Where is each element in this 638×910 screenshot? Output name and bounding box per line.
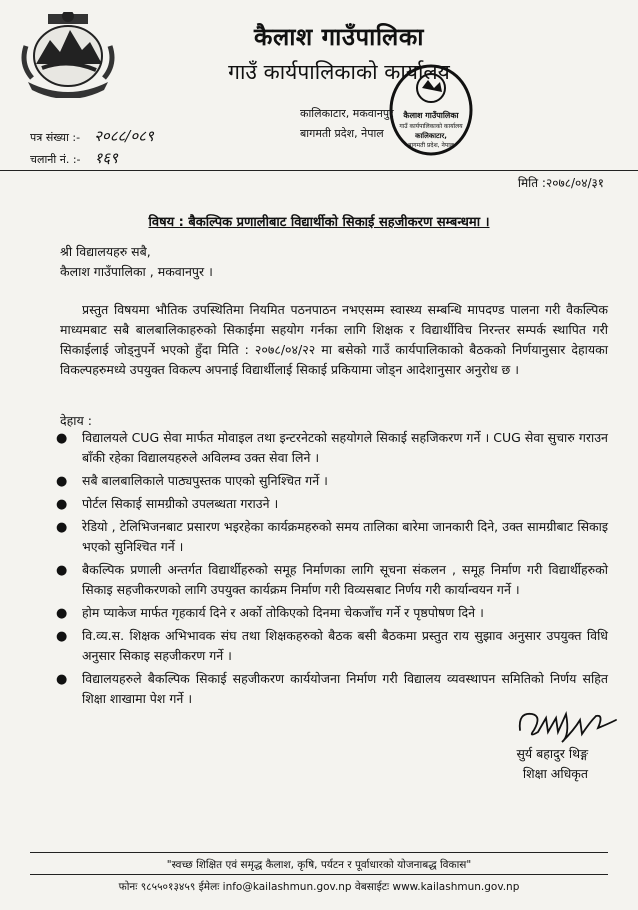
reference-label: पत्र संख्या :-: [30, 131, 81, 144]
list-item: [52, 626, 608, 666]
bullet-icon: ●: [56, 520, 68, 535]
office-address: [300, 104, 394, 144]
stamp-text: कैलाश गाउँपालिका: [403, 111, 459, 120]
dispatch-number: [30, 148, 118, 168]
bullet-icon: ●: [56, 563, 68, 578]
handwritten-signature: [512, 700, 622, 746]
letter-body: प्रस्तुत विषयमा भौतिक उपस्थितिमा नियमित पठनपाठन नभएसम्म स्वास्थ्य सम्बन्धि मापदण्ड पालना गरी वैकल्पिक माध्यमबाट सबै बालबालिकाहरुको सिकाईमा सहयोग गर्नका लागि शिक्षक र विद्यार्थीविच निरन्तर सम्पर्क स्थापित गरी सिकाईलाई जोड्नुपर्ने भएको हुँदा मिति : २०७८/०४/२२ मा बसेको गाउँ कार्यपालिकाको बैठकको निर्णयानुसार देहायका विकल्पहरुमध्ये उपयुक्त विकल्प अपनाई विद्यार्थीलाई सिकाई प्रकियामा जोड्न आदेशानुसार अनुरोध छ ।: [60, 302, 608, 377]
stamp-text: गाउँ कार्यपालिकाको कार्यालय: [399, 123, 463, 130]
letter-date: मिति :२०७८/०४/३१: [517, 176, 604, 190]
organization-name: कैलाश गाउँपालिका: [254, 23, 424, 51]
footer-contact: फोनः ९८५५०१३४५९ ईमेलः info@kailashmun.gov.np वेबसाईटः www.kailashmun.gov.np: [118, 881, 520, 893]
list-item-text: विद्यालयले CUG सेवा मार्फत मोवाइल तथा इन्टरनेटको सहयोगले सिकाई सहजिकरण गर्ने । CUG सेवा सुचारु गराउन बाँकी रहेका विद्यालयहरुले अविलम्व उक्त सेवा लिने ।: [82, 430, 608, 465]
recipient-line: कैलाश गाउँपालिका , मकवानपुर ।: [60, 264, 213, 279]
address-line: कालिकाटार, मकवानपुर: [300, 107, 394, 120]
bullet-icon: ●: [56, 497, 68, 512]
subject-text: विषय : बैकल्पिक प्रणालीबाट विद्यार्थीको सिकाई सहजीकरण सम्बन्धमा ।: [148, 215, 490, 230]
footer-divider: [30, 874, 608, 875]
points-heading: देहाय :: [60, 413, 92, 428]
stamp-text: बागमती प्रदेश, नेपाल: [408, 142, 454, 149]
letter-subject: [0, 212, 638, 230]
office-seal-stamp: [388, 62, 474, 158]
list-item: [52, 428, 608, 468]
footer-motto: "स्वच्छ शिक्षित एवं समृद्ध कैलाश, कृषि, पर्यटन र पूर्वाधारको योजनाबद्ध विकास": [166, 859, 472, 871]
dispatch-label: चलानी नं. :-: [30, 153, 81, 166]
signatory-title: शिक्षा अधिकृत: [522, 766, 588, 781]
bullet-icon: ●: [56, 629, 68, 644]
list-item: [52, 560, 608, 600]
instruction-list: [52, 428, 608, 712]
header-divider: [0, 170, 638, 171]
address-line: बागमती प्रदेश, नेपाल: [300, 127, 384, 140]
list-item: [52, 517, 608, 557]
stamp-text: कालिकाटार,: [415, 132, 447, 140]
list-item-text: विद्यालयहरुले बैकल्पिक सिकाई सहजीकरण कार्ययोजना निर्माण गरी विद्यालय व्यवस्थापन समितिको निर्णय सहित शिक्षा शाखामा पेश गर्ने ।: [82, 671, 608, 706]
signatory-block: [500, 744, 588, 784]
list-item-text: बैकल्पिक प्रणाली अन्तर्गत विद्यार्थीहरुको समूह निर्माणका लागि सूचना संकलन , समूह निर्माण गरी विद्यार्थीहरुको सिकाइ सहजीकरणको लागि उपयुक्त कार्यक्रम निर्माण गरी विव्यसबाट निर्णय गरी कार्यान्वयन गर्ने ।: [82, 562, 608, 597]
list-item: [52, 603, 608, 623]
list-item-text: रेडियो , टेलिभिजनबाट प्रसारण भइरहेका कार्यक्रमहरुको समय तालिका बारेमा जानकारी दिने, उक्त सामग्रीबाट सिकाइ भएको सुनिश्चित गर्ने ।: [82, 519, 608, 554]
reference-value: २०८८/०८९: [94, 127, 154, 145]
list-item-text: होम प्याकेज मार्फत गृहकार्य दिने र अर्को तोकिएको दिनमा चेकजाँच गर्ने र पृष्ठपोषण दिने ।: [82, 605, 484, 620]
list-item-text: पोर्टल सिकाई सामग्रीको उपलब्धता गराउने ।: [82, 496, 279, 511]
list-item-text: सबै बालबालिकाले पाठ्यपुस्तक पाएको सुनिश्चित गर्ने ।: [82, 473, 328, 488]
bullet-icon: ●: [56, 606, 68, 621]
office-name: गाउँ कार्यपालिकाको कार्यालय: [228, 60, 450, 84]
bullet-icon: ●: [56, 474, 68, 489]
list-item-text: वि.व्य.स. शिक्षक अभिभावक संघ तथा शिक्षकहरुको बैठक बसी बैठकमा प्रस्तुत राय सुझाव अनुसार उपयुक्त विधि अनुसार सिकाइ सहजीकरण गर्ने ।: [82, 628, 608, 663]
bullet-icon: ●: [56, 431, 68, 446]
reference-number: [30, 126, 154, 146]
signatory-name: सुर्य बहादुर थिङ्ग: [516, 746, 588, 761]
list-item: [52, 494, 608, 514]
dispatch-value: १६९: [94, 149, 118, 167]
recipient-block: [60, 242, 213, 282]
footer-divider: [30, 852, 608, 853]
recipient-line: श्री विद्यालयहरु सबै,: [60, 244, 151, 259]
bullet-icon: ●: [56, 672, 68, 687]
list-item: [52, 471, 608, 491]
